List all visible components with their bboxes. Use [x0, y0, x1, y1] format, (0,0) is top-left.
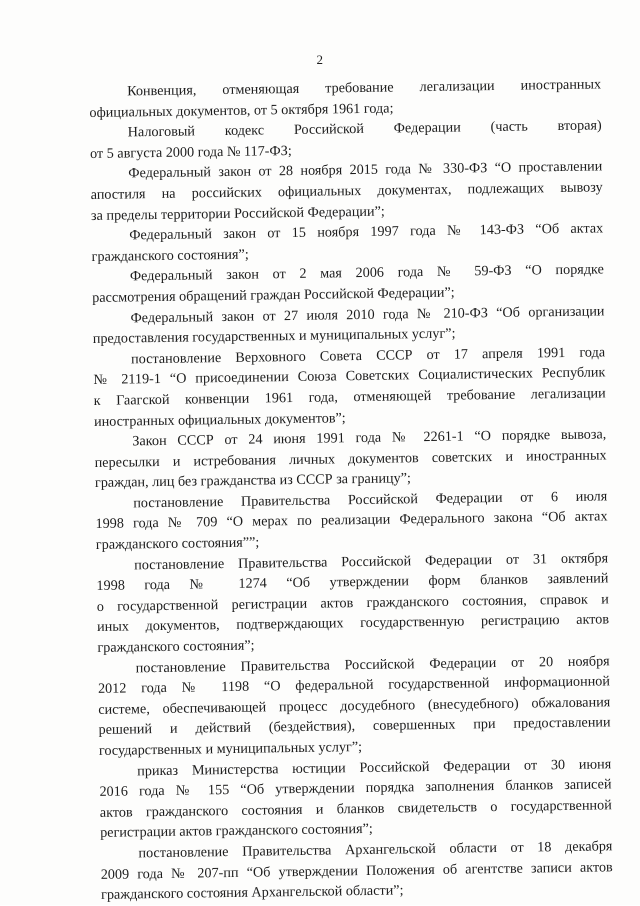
- text-line: Закон СССР от 24 июня 1991 года № 2261-1 “О порядке вывоза,: [132, 426, 607, 450]
- paragraph: [90, 157, 603, 226]
- text-line: Конвенция, отменяющая требование легализации иностранных: [127, 76, 602, 100]
- paragraph: [98, 651, 611, 762]
- page-number: 2: [316, 52, 324, 67]
- text-line: 2016 года № 155 “Об утверждении порядка заполнения бланков записей: [99, 776, 612, 801]
- document-body: [89, 74, 613, 905]
- text-line: государственных и муниципальных услуг”;: [98, 739, 363, 759]
- text-line: Федеральный закон от 15 ноября 1997 года № 143-ФЗ “Об актах: [129, 220, 604, 244]
- text-line: Налоговый кодекс Российской Федерации (часть вторая): [127, 117, 602, 141]
- text-line: иных документов, подтверждающих государственную регистрацию актов: [96, 611, 610, 636]
- text-line: предоставления государственных и муниципальных услуг”;: [92, 325, 456, 348]
- text-line: 2009 года № 207-пп “Об утверждении Положения об агентстве записи актов: [100, 858, 613, 883]
- text-line: гражданского состояния”;: [97, 637, 255, 656]
- text-line: от 5 августа 2000 года № 117-ФЗ;: [89, 142, 292, 162]
- text-line: постановление Верховного Совета СССР от 17 апреля 1991 года: [130, 344, 606, 368]
- text-line: иностранных официальных документов”;: [93, 409, 346, 430]
- text-line: решений и действий (бездействия), совершенных при предоставлении: [98, 714, 611, 739]
- text-line: приказ Министерства юстиции Российской Федерации от 30 июня: [137, 755, 612, 779]
- text-line: 1998 года № 709 “О мерах по реализации Федерального закона “Об актах: [95, 508, 608, 533]
- text-line: Федеральный закон от 28 ноября 2015 года № 330-ФЗ “О проставлении: [128, 158, 603, 182]
- text-line: к Гаагской конвенции 1961 года, отменяющей требование легализации: [93, 385, 606, 409]
- text-line: пересылки и истребования личных документов советских и иностранных: [94, 447, 607, 471]
- text-line: Федеральный закон от 27 июля 2010 года № 210-ФЗ “Об организации: [130, 302, 605, 326]
- paragraph: [96, 548, 609, 659]
- paragraph: [93, 342, 606, 432]
- text-line: официальных документов, от 5 октября 1961 года;: [89, 100, 394, 121]
- text-line: актов гражданского состояния и бланков свидетельств о государственной: [99, 797, 612, 821]
- text-line: 1998 года № 1274 “Об утверждении форм бланков заявлений: [96, 570, 609, 595]
- text-line: рассмотрения обращений граждан Российской Федерации”;: [92, 284, 455, 306]
- text-line: за пределы территории Российской Федерации”;: [90, 203, 385, 224]
- text-line: гражданского состояния””;: [95, 534, 260, 554]
- text-line: системе, обеспечивающей процесс досудебного (внесудебного) обжалования: [98, 694, 611, 718]
- text-line: граждан, лиц без гражданства из СССР за границу”;: [94, 470, 412, 492]
- text-line: апостиля на российских официальных документах, подлежащих вывозу: [90, 179, 603, 203]
- paragraph: [94, 424, 607, 493]
- text-line: гражданского состояния Архангельской области”;: [100, 882, 404, 904]
- text-line: гражданского состояния”;: [91, 246, 249, 265]
- text-line: № 2119-1 “О присоединении Союза Советских Социалистических Республик: [93, 364, 606, 389]
- text-line: Федеральный закон от 2 мая 2006 года № 59-ФЗ “О порядке: [129, 261, 604, 285]
- text-line: постановление Правительства Российской Федерации от 20 ноября: [135, 652, 610, 676]
- text-line: постановление Правительства Архангельской области от 18 декабря: [138, 838, 613, 862]
- text-line: 2012 года № 1198 “О федеральной государственной информационной: [97, 673, 611, 698]
- text-line: регистрации актов гражданского состояния”;: [100, 821, 373, 842]
- paragraph: [100, 836, 613, 905]
- text-line: постановление Правительства Российской Федерации от 6 июля: [133, 488, 608, 512]
- text-line: постановление Правительства Российской Федерации от 31 октября: [134, 550, 609, 574]
- paragraph: [95, 486, 608, 555]
- text-line: о государственной регистрации актов гражданского состояния, справок и: [96, 591, 609, 615]
- paragraph: [99, 754, 612, 844]
